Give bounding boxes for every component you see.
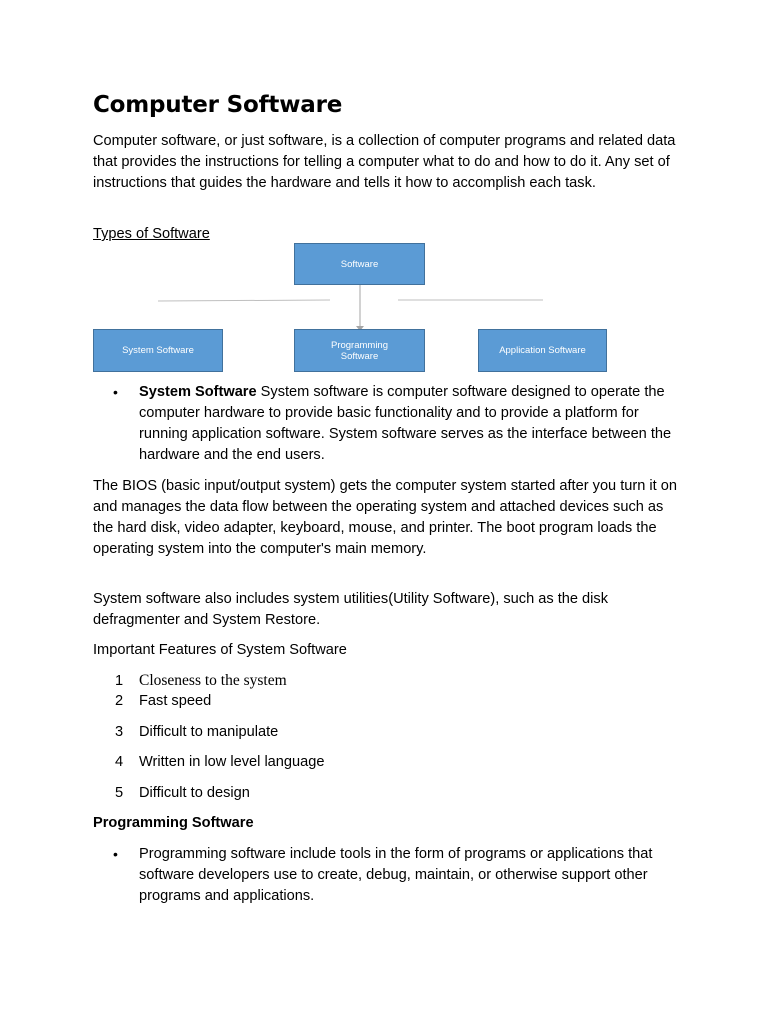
utilities-paragraph: System software also includes system utilities(Utility Software), such as the disk defragmenter and System Restore. [93,591,609,628]
features-heading: Important Features of System Software [93,642,347,658]
programming-bullet-text: Programming software include tools in the form of programs or applications that software developers use to create, debug, maintain, or otherwise support other programs and applications. [139,846,653,904]
feature-number: 1 [115,673,124,689]
feature-item-2 [93,691,211,712]
diagram-node-programming-software: Programming Software [294,329,425,372]
feature-number: 2 [115,693,124,709]
feature-item-4 [93,752,325,773]
intro-paragraph: Computer software, or just software, is a collection of computer programs and related data that provides the instructions for telling a computer what to do and how to do it. Any set of instructions that guides the hardware and tells it how to accomplish each task. [93,133,676,191]
diagram-node-system-software: System Software [93,329,223,372]
feature-number: 4 [115,754,124,770]
software-types-diagram [0,0,768,400]
feature-number: 5 [115,785,124,801]
document-page [93,90,678,904]
feature-text: Written in low level language [139,754,325,770]
bullet-icon: • [113,384,118,400]
system-software-text: System software is computer software designed to operate the computer hardware to provide basic functionality and to provide a platform for running application software. System software serves as the interface between the hardware and the end users. [139,384,672,463]
page-title: Computer Software [93,92,343,118]
diagram-node-application-software: Application Software [478,329,607,372]
bullet-icon: • [113,846,118,862]
system-software-bullet [93,382,678,466]
feature-item-3 [93,722,278,743]
programming-software-bullet [93,844,678,907]
feature-item-1 [93,670,287,692]
feature-text: Difficult to manipulate [139,724,279,740]
bios-paragraph: The BIOS (basic input/output system) gets the computer system started after you turn it on and manages the data flow between the operating system and attached devices such as the hard disk, video adapter, keyboard, mouse, and printer. The boot program loads the operating system into the computer's main memory. [93,478,678,557]
system-software-term: System Software [139,384,257,400]
feature-text: Difficult to design [139,785,250,801]
feature-item-5 [93,783,250,804]
programming-heading: Programming Software [93,815,254,831]
feature-text: Closeness to the system [139,672,287,689]
types-heading: Types of Software [93,226,210,242]
connector-left [158,300,330,301]
list-item [93,382,678,466]
feature-text: Fast speed [139,693,212,709]
diagram-node-software: Software [294,243,425,285]
list-item [93,844,678,907]
feature-number: 3 [115,724,124,740]
